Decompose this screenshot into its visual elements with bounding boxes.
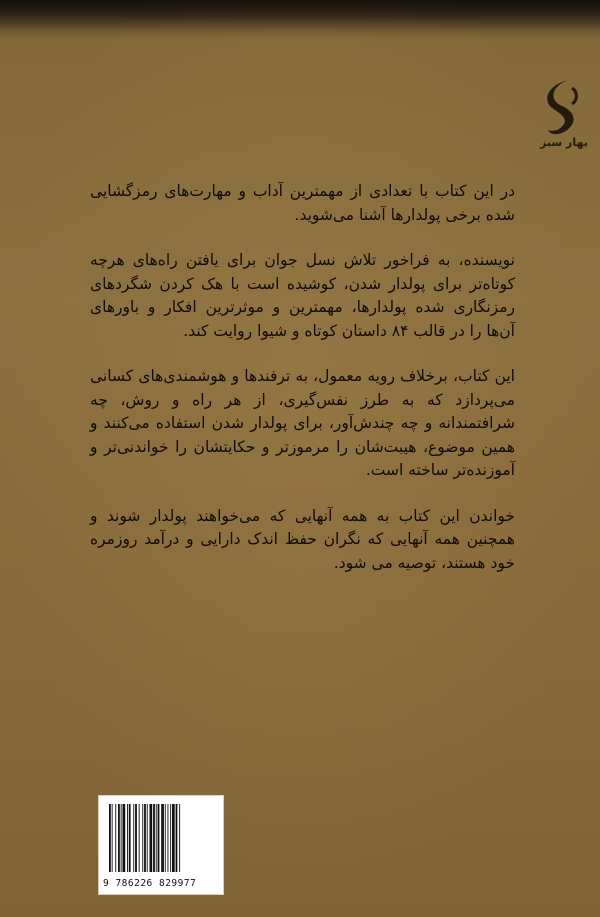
barcode-bar <box>127 804 128 872</box>
barcode-bar <box>135 804 137 872</box>
barcode-number: 9 786226 829977 <box>103 878 197 889</box>
blurb-paragraph-1: در این کتاب با تعدادی از مهمترین آداب و مهارت‌های رمزگشایی شده برخی پولدارها آشنا می‌شوید. <box>90 182 515 224</box>
top-shadow <box>0 0 600 30</box>
barcode-bar <box>142 804 143 872</box>
publisher-name: بهار سبز <box>540 136 588 149</box>
barcode-bars <box>107 804 215 872</box>
blurb-paragraph-4: خواندن این کتاب به همه آنهایی که می‌خواهند پولدار شوند و همچنین همه آنهایی که نگران حفظ اندک دارایی و درآمد روزمره خود هستند، توصیه می شود. <box>90 506 515 572</box>
barcode-bar <box>153 804 155 872</box>
barcode-bar <box>139 804 140 872</box>
barcode-bar <box>112 804 113 872</box>
barcode-bar <box>158 804 160 872</box>
blurb-paragraph-3: این کتاب، برخلاف رویه معمول، به ترفندها و هوشمندی‌های کسانی می‌پردازد که به طرز نفس‌گیری، از هر راه و روش، چه شرافتمندانه و چه چندش‌آور، برای پولدار شدن استفاده می‌کنند و همین موضوع، هیبت‌شان را مرموزتر و حکایتشان را خواندنی‌تر و آموزنده‌تر ساخته است. <box>90 367 515 479</box>
barcode-bar <box>123 804 126 872</box>
barcode-bar <box>129 804 131 872</box>
barcode-bar <box>121 804 122 872</box>
barcode-bar <box>109 804 111 872</box>
barcode-bar <box>170 804 171 872</box>
barcode-bar <box>161 804 164 872</box>
blurb <box>90 180 515 597</box>
barcode-bar <box>118 804 120 872</box>
barcode-bar <box>179 804 180 872</box>
barcode-bar <box>176 804 178 872</box>
barcode-bar <box>168 804 169 872</box>
barcode-bar <box>144 804 146 872</box>
isbn-barcode <box>98 795 224 895</box>
barcode-bar <box>115 804 116 872</box>
barcode-bar <box>172 804 175 872</box>
barcode-bar <box>150 804 153 872</box>
barcode-bar <box>133 804 134 872</box>
barcode-bar <box>156 804 157 872</box>
blurb-paragraph-2: نویسنده، به فراخور تلاش نسل جوان برای یافتن راه‌های هرچه کوتاه‌تر برای پولدار شدن، کوشیده است با هک کردن شگردهای رمزنگاری شده پولدارها، مهمترین و موثرترین افکار و باورهای آن‌ها را در قالب ۸۴ داستان کوتاه و شیوا روایت کند. <box>90 251 515 340</box>
barcode-bar <box>165 804 166 872</box>
barcode-bar <box>147 804 148 872</box>
